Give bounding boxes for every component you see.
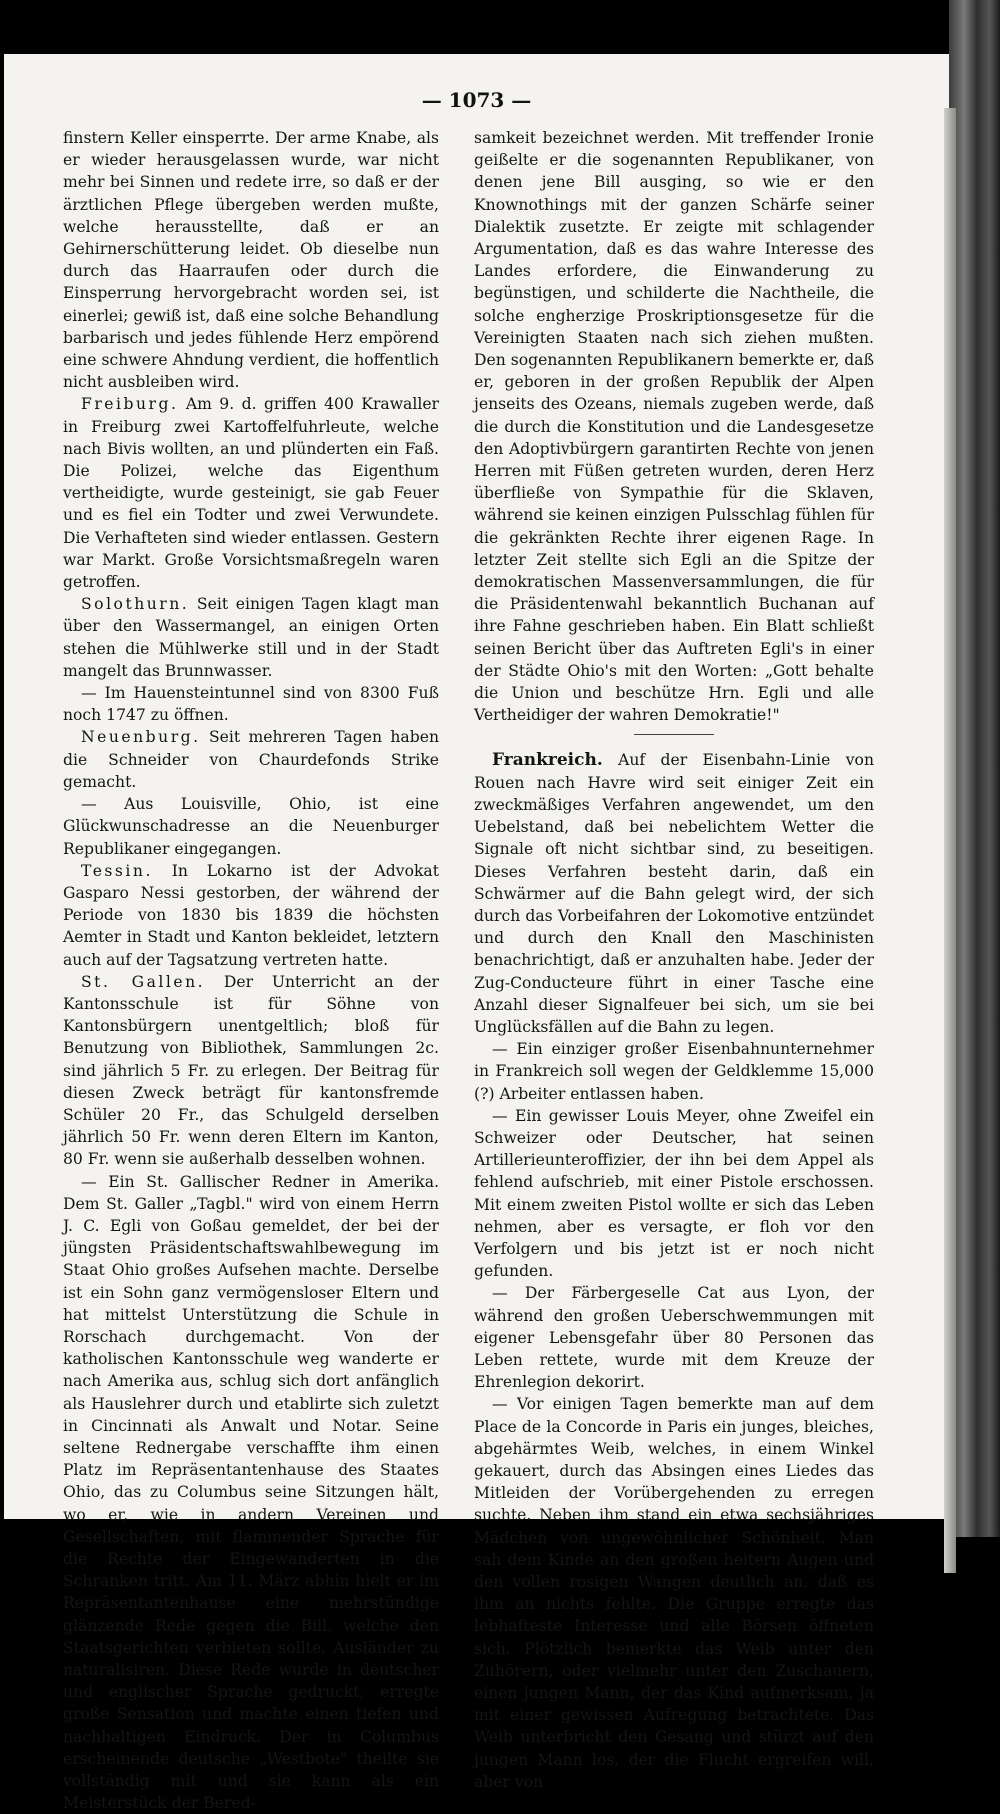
paragraph-frankreich: Frankreich. Auf der Eisenbahn-Linie von Rouen nach Havre wird seit einiger Zeit ein zweckmäßiges Verfahren angewendet, um den Uebelstand, daß bei nebelichtem Wetter die Signale oft nicht sichtbar sind, zu beseitigen. Dieses Verfahren besteht darin, daß ein Schwärmer auf die Bahn gelegt wird, der sich durch das Vorbeifahren der Lokomotive entzündet und durch den Knall den Maschinisten benachrichtigt, daß er anzuhalten habe. Jeder der Zug-Conducteure führt in einer Tasche eine Anzahl dieser Signalfeuer bei sich, um sie bei Unglücksfällen auf die Bahn zu legen. [474,750,874,1036]
paragraph-louisville: — Aus Louisville, Ohio, ist eine Glückwunschadresse an die Neuenburger Republikaner eingegangen. [63,795,439,858]
newspaper-page [4,54,949,1813]
paragraph-egli-continuation: samkeit bezeichnet werden. Mit treffender Ironie geißelte er die sogenannten Republikaner, von denen jene Bill ausging, so wie er den Knownothings mit der ganzen Schärfe seiner Dialektik zusetzte. Er zeigte mit schlagender Argumentation, daß es das wahre Interesse des Landes erfordere, die Einwanderung zu begünstigen, und schilderte die Nachtheile, die solche engherzige Proskriptionsgesetze für die Vereinigten Staaten nach sich ziehen mußten. Den sogenannten Republikanern bemerkte er, daß er, geboren in der großen Republik der Alpen jenseits des Ozeans, niemals zugeben werde, daß die durch die Konstitution und die Landesgesetze den Adoptivbürgern garantirten Rechte von jenen Herren mit Füßen getreten wurden, deren Herz überfließe von Sympathie für die Sklaven, während sie keinen einzigen Pulsschlag fühlen für die gekränkten Rechte ihrer eigenen Rage. In letzter Zeit stellte sich Egli an die Spitze der demokratischen Massenversammlungen, die für die Präsidentenwahl bekanntlich Buchanan auf ihre Fahne geschrieben haben. Ein Blatt schließt seinen Bericht über das Auftreten Egli's in einer der Städte Ohio's mit den Worten: „Gott behalte die Union und beschütze Hrn. Egli und alle Vertheidiger der wahren Demokratie!" [474,129,874,725]
book-binding [949,0,1000,1537]
placename: Neuenburg. [81,728,201,747]
page-edge-shadow [944,108,956,1573]
paragraph-france-5: — Vor einigen Tagen bemerkte man auf dem Place de la Concorde in Paris ein junges, bleiches, abgehärmtes Weib, welches, in einem Winkel gekauert, durch das Absingen eines Liedes das Mitleiden der Vorübergehenden zu erregen suchte. Neben ihm stand ein etwa sechsjähriges Mädchen von ungewöhnlicher Schönheit. Man sah dem Kinde an den großen heitern Augen und den vollen rosigen Wangen deutlich an, daß es ihm an nichts fehlte. Die Gruppe erregte das lebhafteste Interesse und alle Börsen öffneten sich. Plötzlich bemerkte das Weib unter den Zuhörern, oder vielmehr unter den Zuschauern, einen jungen Mann, der das Kind aufmerksam, ja mit einer gewissen Aufregung betrachtete. Das Weib unterbricht den Gesang und stürzt auf den jungen Mann los, der die Flucht ergreifen will, aber von [474,1395,874,1791]
paragraph-hauenstein: — Im Hauensteintunnel sind von 8300 Fuß noch 1747 zu öffnen. [63,684,439,725]
placename: St. Gallen. [81,972,206,991]
placename: Tessin. [81,861,153,880]
page-number: — 1073 — [421,88,532,112]
placename: Solothurn. [81,595,190,614]
paragraph-france-2: — Ein einziger großer Eisenbahnunternehmer in Frankreich soll wegen der Geldklemme 15,000 (?) Arbeiter entlassen haben. [474,1040,874,1103]
placename: Freiburg. [81,395,179,414]
paragraph-france-4: — Der Färbergeselle Cat aus Lyon, der während den großen Ueberschwemmungen mit eigener Lebensgefahr über 80 Personen das Leben rettete, wurde mit dem Kreuze der Ehrenlegion dekorirt. [474,1284,874,1392]
paragraph-solothurn: Solothurn. Seit einigen Tagen klagt man über den Wassermangel, an einigen Orten stehen die Mühlwerke still und in der Stadt mangelt das Brunnwasser. [63,595,439,680]
paragraph-neuenburg: Neuenburg. Seit mehreren Tagen haben die Schneider von Chaurdefonds Strike gemacht. [63,728,439,791]
right-column [474,127,874,1793]
section-divider [634,734,714,735]
paragraph-france-3: — Ein gewisser Louis Meyer, ohne Zweifel ein Schweizer oder Deutscher, hat seinen Artillerieunteroffizier, der ihn bei dem Appel als fehlend aufschrieb, mit einer Pistole erschossen. Mit einem zweiten Pistol wollte er sich das Leben nehmen, aber es versagte, er floh vor den Verfolgern und bis jetzt ist er noch nicht gefunden. [474,1106,874,1281]
section-heading: Frankreich. [492,750,603,771]
paragraph-continuation: finstern Keller einsperrte. Der arme Knabe, als er wieder herausgelassen wurde, war nicht mehr bei Sinnen und redete irre, so daß er der ärztlichen Pflege übergeben werden mußte, welche herausstellte, daß er an Gehirnerschütterung leidet. Ob dieselbe nun durch das Haarraufen oder durch die Einsperrung hervorgebracht worden sei, ist einerlei; gewiß ist, daß eine solche Behandlung barbarisch und jedes fühlende Herz empörend eine schwere Ahndung verdient, die hoffentlich nicht ausbleiben wird. [63,129,439,392]
paragraph-redner: — Ein St. Gallischer Redner in Amerika. Dem St. Galler „Tagbl." wird von einem Herrn J. C. Egli von Goßau gemeldet, der bei der jüngsten Präsidentschaftswahlbewegung im Staat Ohio großes Aufsehen machte. Derselbe ist ein Sohn ganz vermögensloser Eltern und hat mittelst Unterstützung die Schule in Rorschach durchgemacht. Von der katholischen Kantonsschule weg wanderte er nach Amerika aus, schlug sich dort anfänglich als Hauslehrer durch und etablirte sich zuletzt in Cincinnati als Anwalt und Notar. Seine seltene Rednergabe verschaffte ihm einen Platz im Repräsentantenhause des Staates Ohio, das zu Columbus seine Sitzungen hält, wo er, wie in andern Vereinen und Gesellschaften, mit flammender Sprache für die Rechte der Eingewanderten in die Schranken tritt. Am 11. März abhin hielt er im Repräsentantenhause eine mehrstündige glänzende Rede gegen die Bill, welche den Staatsgerichten verbieten sollte, Ausländer zu naturalisiren. Diese Rede wurde in deutscher und englischer Sprache gedruckt, erregte große Sensation und machte einen tiefen und nachhaltigen Eindruck. Der in Columbus erscheinende deutsche „Westbote" theilte sie vollständig mit und sie kann als ein Meisterstück der Bered- [63,1172,439,1813]
paragraph-freiburg: Freiburg. Am 9. d. griffen 400 Krawaller in Freiburg zwei Kartoffelfuhrleute, welche nach Bivis wollten, an und plünderten ein Faß. Die Polizei, welche das Eigenthum vertheidigte, wurde gesteinigt, sie gab Feuer und es fiel ein Todter und zwei Verwundete. Die Verhafteten sind wieder entlassen. Gestern war Markt. Große Vorsichtsmaßregeln waren getroffen. [63,395,439,592]
paragraph-st-gallen: St. Gallen. Der Unterricht an der Kantonsschule ist für Söhne von Kantonsbürgern unentgeltlich; bloß für Benutzung von Bibliothek, Sammlungen 2c. sind jährlich 5 Fr. zu erlegen. Der Beitrag für diesen Zweck beträgt für kantonsfremde Schüler 20 Fr., das Schulgeld derselben jährlich 50 Fr. wenn deren Eltern im Kanton, 80 Fr. wenn sie außerhalb desselben wohnen. [63,972,439,1169]
paragraph-tessin: Tessin. In Lokarno ist der Advokat Gasparo Nessi gestorben, der während der Periode von 1830 bis 1839 die höchsten Aemter in Stadt und Kanton bekleidet, letztern auch auf der Tagsatzung vertreten hatte. [63,861,439,969]
left-column [63,127,439,1814]
